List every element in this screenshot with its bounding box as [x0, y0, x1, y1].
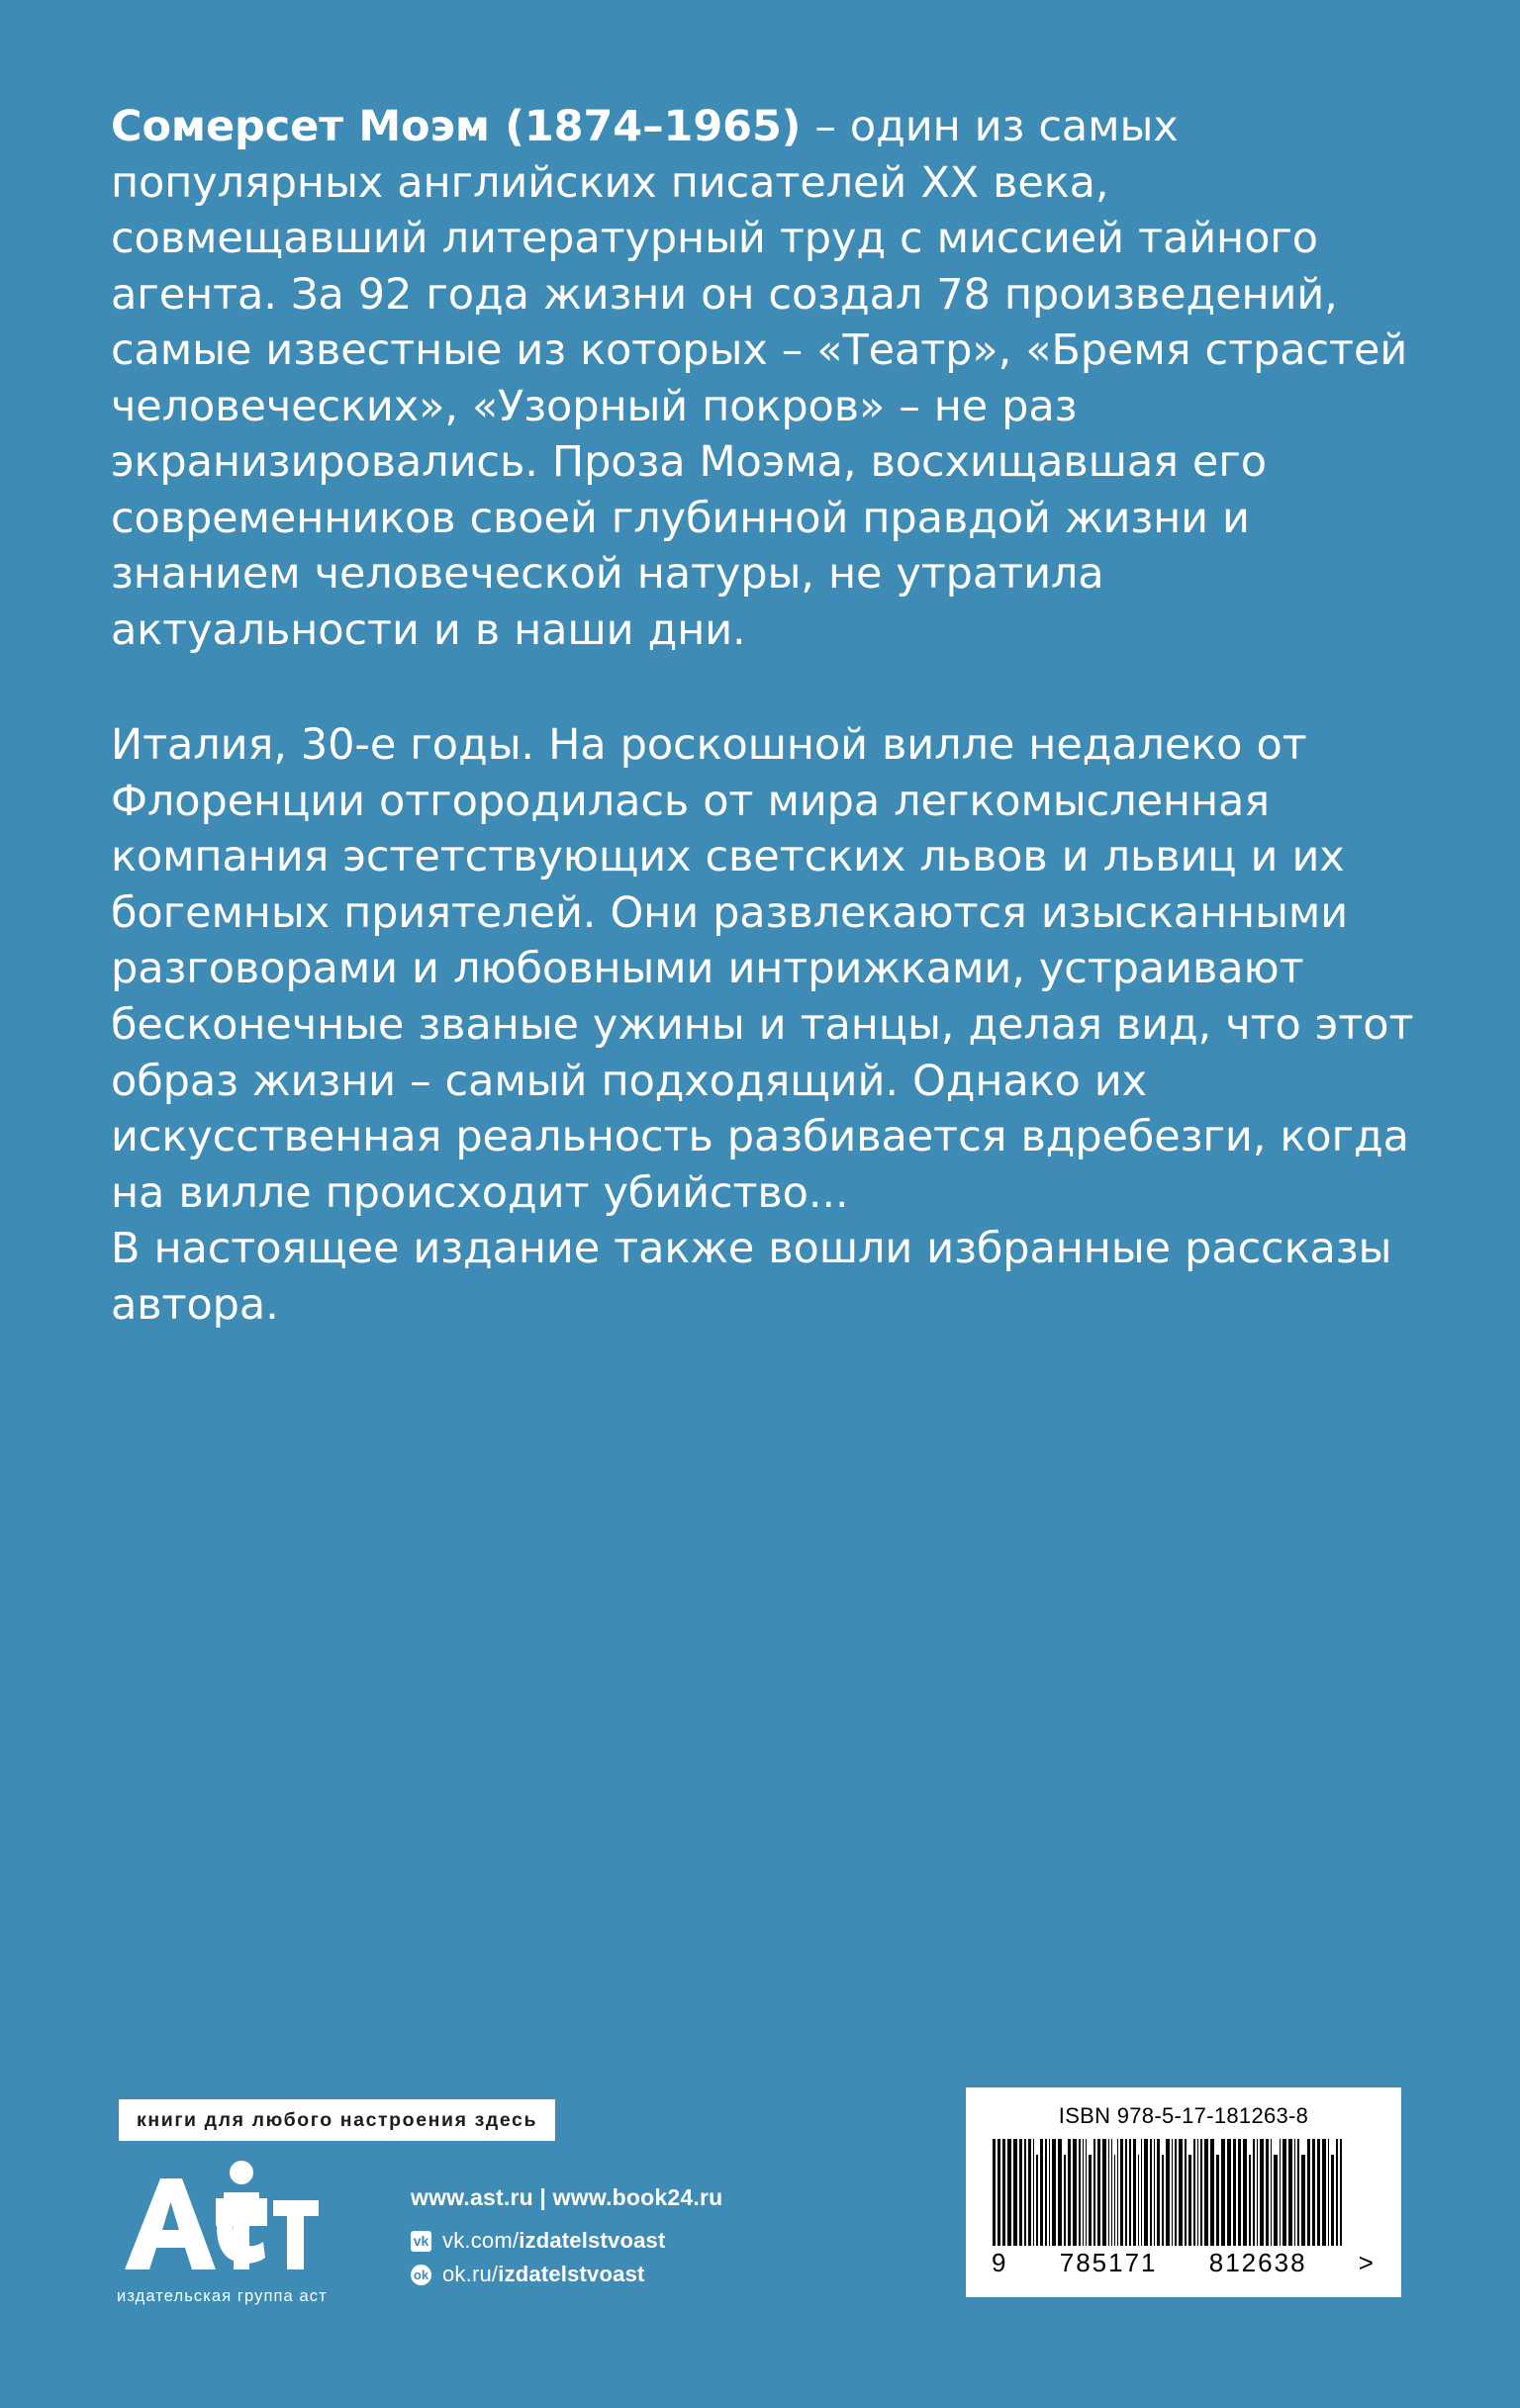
tagline-text: книги для любого настроения здесь — [137, 2109, 538, 2131]
barcode-bars — [993, 2139, 1375, 2246]
paragraph-synopsis — [111, 717, 1417, 1221]
website-links[interactable]: www.ast.ru | www.book24.ru — [411, 2184, 723, 2210]
isbn-text: ISBN 978-5-17-181263-8 — [1058, 2103, 1309, 2128]
publisher-logo-block — [117, 2159, 344, 2306]
edition-note-text: В настоящее издание также вошли избранные рассказы автора. — [111, 1224, 1392, 1330]
barcode-panel — [966, 2087, 1401, 2297]
ok-icon: ok — [411, 2265, 431, 2285]
barcode-digit-left: 9 — [992, 2248, 1008, 2277]
publisher-name: издательская группа аст — [117, 2287, 328, 2305]
paragraph-edition-note — [111, 1221, 1417, 1333]
author-name: Сомерсет Моэм (1874–1965) — [111, 102, 802, 151]
barcode-trailing: > — [1358, 2248, 1376, 2277]
social-link-vk[interactable] — [411, 2228, 722, 2254]
publisher-links-block — [411, 2184, 722, 2295]
paragraph-author-bio — [111, 99, 1417, 658]
author-bio-text: – один из самых популярных английских писателей XX века, совмещавший литературный труд с миссией тайного агента. За 92 года жизни он создал 78 произведений, самые известные из которых – «Театр», «Бремя страстей человеческих», «Узорный покров» – не раз экранизировались. Проза Моэма, восхищавшая его современников своей глубинной правдой жизни и знанием человеческой натуры, не утратила актуальности и в наши дни. — [111, 102, 1408, 655]
barcode-digit-right: 812638 — [1208, 2248, 1307, 2277]
vk-icon: vk — [411, 2231, 431, 2252]
synopsis-text: Италия, 30-е годы. На роскошной вилле недалеко от Флоренции отгородилась от мира легкомысленная компания эстетствующих светских львов и львиц и их богемных приятелей. Они развлекаются изысканными разговорами и любовными интрижками, устраивают бесконечные званые ужины и танцы, делая вид, что этот образ жизни – самый подходящий. Однако их искусственная реальность разбивается вдребезги, когда на вилле происходит убийство... — [111, 720, 1414, 1218]
barcode-digits — [990, 2248, 1378, 2278]
barcode-image — [993, 2139, 1375, 2246]
vk-link-text[interactable]: vk.com/izdatelstvoast — [442, 2228, 666, 2253]
barcode-digit-main: 785171 — [1059, 2248, 1158, 2277]
tagline-badge — [119, 2099, 555, 2141]
blurb-text-block — [111, 99, 1417, 1333]
ast-logo-icon — [117, 2159, 320, 2279]
ok-link-text[interactable]: ok.ru/izdatelstvoast — [442, 2262, 645, 2286]
social-link-ok[interactable] — [411, 2262, 722, 2287]
footer — [0, 2082, 1520, 2408]
